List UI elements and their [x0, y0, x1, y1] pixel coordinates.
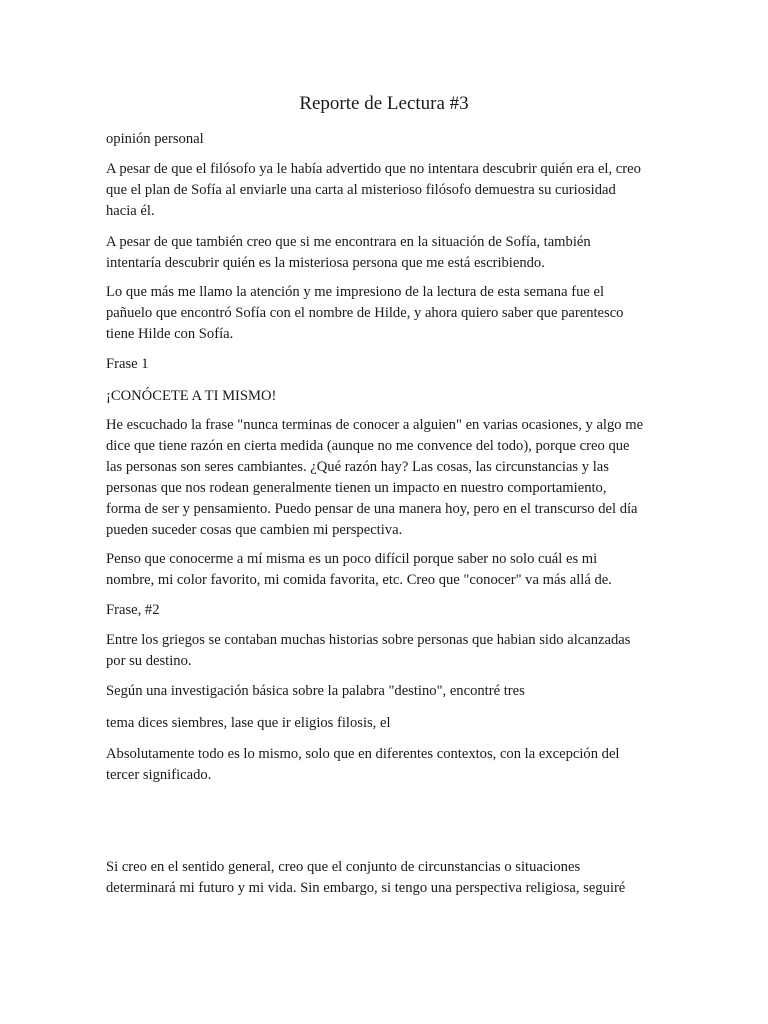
text-line: Si creo en el sentido general, creo que el conjunto de circunstancias o situaciones [106, 859, 581, 875]
text-line: forma de ser y pensamiento. Puedo pensar de una manera hoy, pero en el transcurso del día [106, 501, 638, 517]
text-line: Penso que conocerme a mí misma es un poco difícil porque saber no solo cuál es mi [106, 551, 598, 567]
quote-heading [106, 386, 668, 407]
text-line: las personas son seres cambiantes. ¿Qué razón hay? Las cosas, las circunstancias y las [106, 459, 609, 475]
text-line: determinará mi futuro y mi vida. Sin embargo, si tengo una perspectiva religiosa, seguiré [106, 880, 626, 896]
text-line: tema dices siembres, lase que ir eligios filosis, el [106, 715, 391, 731]
text-line: intentaría descubrir quién es la misteriosa persona que me está escribiendo. [106, 255, 545, 271]
text-line: dice que tiene razón en cierta medida (aunque no me convence del todo), porque creo que [106, 438, 630, 454]
text-line: Absolutamente todo es lo mismo, solo que en diferentes contextos, con la excepción del [106, 746, 620, 762]
paragraph [106, 415, 668, 541]
section-label-frase-2 [106, 600, 668, 621]
text-line: hacia él. [106, 203, 155, 219]
paragraph [106, 744, 668, 786]
text-line: Frase, #2 [106, 602, 160, 618]
text-line: personas que nos rodean generalmente tienen un impacto en nuestro comportamiento, [106, 480, 607, 496]
text-line: Frase 1 [106, 356, 149, 372]
text-line: He escuchado la frase "nunca terminas de conocer a alguien" en varias ocasiones, y algo me [106, 417, 644, 433]
paragraph [106, 282, 668, 345]
paragraph [106, 232, 668, 274]
text-line: A pesar de que el filósofo ya le había advertido que no intentara descubrir quién era el, creo [106, 161, 641, 177]
text-line: por su destino. [106, 653, 192, 669]
paragraph [106, 159, 668, 222]
text-line: nombre, mi color favorito, mi comida favorita, etc. Creo que "conocer" va más allá de. [106, 572, 612, 588]
text-line: pañuelo que encontró Sofía con el nombre de Hilde, y ahora quiero saber que parentesco [106, 305, 624, 321]
page-title: Reporte de Lectura #3 [299, 93, 469, 114]
text-line: Según una investigación básica sobre la palabra "destino", encontré tres [106, 683, 525, 699]
text-line: A pesar de que también creo que si me encontrara en la situación de Sofía, también [106, 234, 591, 250]
paragraph [106, 549, 668, 591]
text-line: tercer significado. [106, 767, 212, 783]
text-line: Lo que más me llamo la atención y me impresiono de la lectura de esta semana fue el [106, 284, 605, 300]
section-label-opinion [106, 129, 668, 150]
text-line: que el plan de Sofía al enviarle una carta al misterioso filósofo demuestra su curiosidad [106, 182, 616, 198]
paragraph [106, 713, 668, 734]
text-line: pueden suceder cosas que cambien mi perspectiva. [106, 522, 403, 538]
text-line: opinión personal [106, 131, 204, 147]
paragraph [106, 857, 668, 899]
section-label-frase-1 [106, 354, 668, 375]
text-line: Entre los griegos se contaban muchas historias sobre personas que habian sido alcanzadas [106, 632, 631, 648]
text-line: ¡CONÓCETE A TI MISMO! [106, 388, 277, 404]
text-line: tiene Hilde con Sofía. [106, 326, 234, 342]
paragraph [106, 630, 668, 672]
paragraph [106, 681, 668, 702]
